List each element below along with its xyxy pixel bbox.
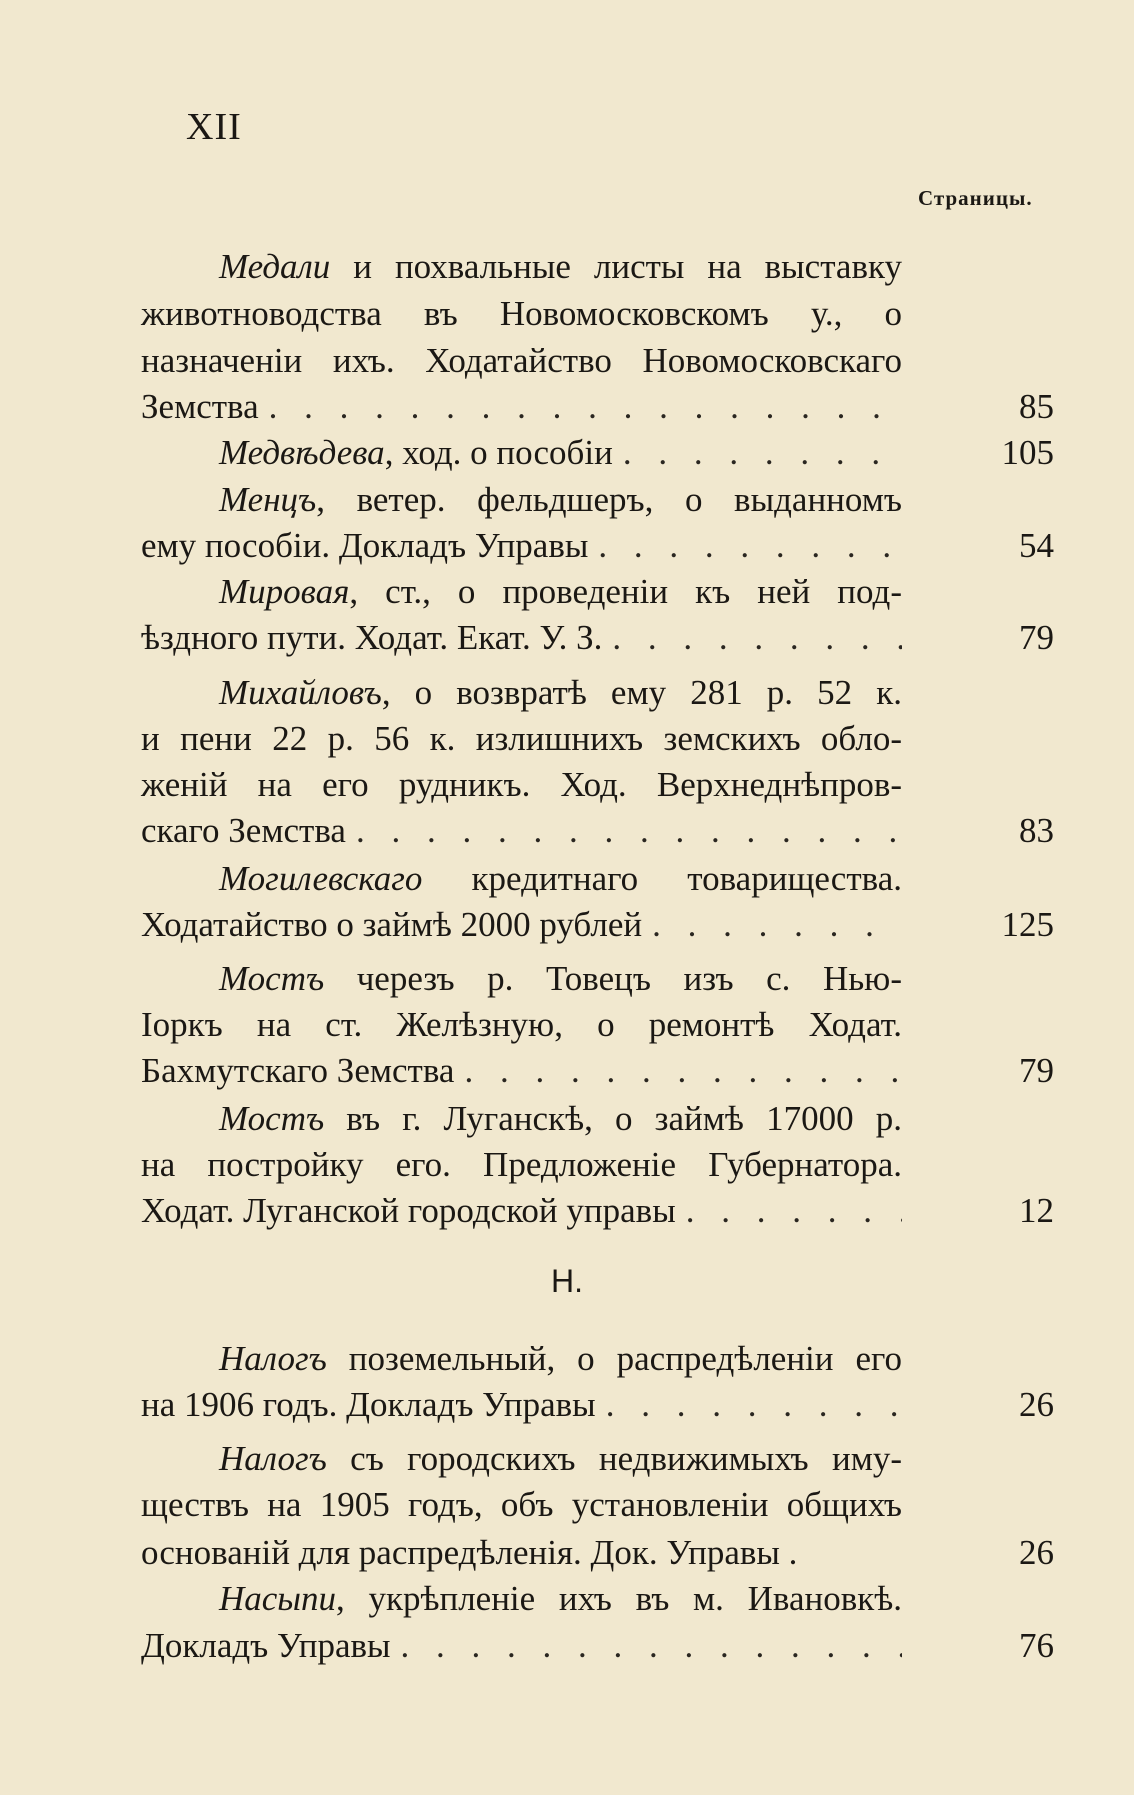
entry-page-number: 26 [1019,1385,1054,1424]
entry-keyword: Михайловъ [219,673,382,712]
entry-page-number: 76 [1019,1626,1054,1665]
dot-leader [464,1048,902,1094]
entry-keyword: Мостъ [219,959,325,998]
entry-text: въ г. Луганскѣ, о займѣ 17000 р. [324,1099,902,1138]
dot-leader [623,430,902,476]
entry-page-number: 85 [1019,387,1054,426]
entry-text: , ветер. фельдшеръ, о выданномъ [316,480,902,519]
dot-leader [598,523,902,569]
entry-page-number: 125 [1001,905,1054,944]
entry-text: поземельный, о распредѣленiи его [326,1339,902,1378]
entry-keyword: Налогъ [219,1339,327,1378]
index-entry-line [219,244,902,290]
index-entry-line [219,1336,902,1382]
entry-keyword: Медали [219,247,331,286]
entry-keyword: Насыпи [219,1579,337,1618]
index-entry-line [219,856,902,902]
index-entry-line: и пени 22 р. 56 к. излишнихъ земскихъ обло- [141,719,902,758]
entry-page-number: 79 [1019,618,1054,657]
entry-text: скаго Земства [141,811,346,850]
index-entry-line: ществъ на 1905 годъ, объ установленiи общихъ [141,1485,902,1524]
index-entry-line [219,477,902,523]
index-entry-line [141,1623,902,1669]
index-entry-line [219,430,902,476]
entry-text: Ходат. Луганской городской управы [141,1191,676,1230]
index-entry-line: основанiй для распредѣленiя. Док. Управы . [141,1533,798,1572]
entry-page-number: 54 [1019,526,1054,565]
index-entry-line [141,902,902,948]
index-entry-line: животноводства въ Новомосковскомъ у., о [141,294,902,333]
entry-text: ѣздного пути. Ходат. Екат. У. З. [141,618,603,657]
entry-text: Докладъ Управы [141,1626,391,1665]
index-entry-line [141,808,902,854]
index-entry-line: назначенiи ихъ. Ходатайство Новомосковскаго [141,341,902,380]
entry-text: Земства [141,387,259,426]
index-entry-line: на постройку его. Предложенiе Губернатора. [141,1145,902,1184]
section-letter: Н. [551,1263,583,1299]
entry-page-number: 83 [1019,811,1054,850]
entry-page-number: 105 [1001,433,1054,472]
index-entry-line [219,1576,902,1622]
entry-text: , ход. о пособiи [384,433,613,472]
entry-text: кредитнаго товарищества. [422,859,902,898]
entry-text: черезъ р. Товецъ изъ с. Нью- [324,959,902,998]
entry-keyword: Менцъ [219,480,317,519]
entry-keyword: Мировая [219,572,350,611]
entry-text: Бахмутскаго Земства [141,1051,455,1090]
dot-leader [606,1382,902,1428]
index-entry-line [141,1188,902,1234]
index-entry-line [219,569,902,615]
index-entry-line [219,1436,902,1482]
index-entry-line [141,1048,902,1094]
entry-text: и похвальные листы на выставку [330,247,902,286]
index-entry-line [141,384,902,430]
entry-text: , укрѣпленiе ихъ въ м. Ивановкѣ. [336,1579,902,1618]
entry-text [219,430,613,476]
index-entry-line [141,523,902,569]
entry-page-number: 12 [1019,1191,1054,1230]
dot-leader [356,808,902,854]
dot-leader [401,1623,902,1669]
dot-leader [269,384,902,430]
dot-leader [686,1188,902,1234]
entry-page-number: 79 [1019,1051,1054,1090]
page-number: XII [186,106,242,148]
entry-text: на 1906 годъ. Докладъ Управы [141,1385,596,1424]
column-header-pages: Страницы. [918,186,1033,210]
entry-text: , о возвратѣ ему 281 р. 52 к. [381,673,902,712]
entry-text: Ходатайство о займѣ 2000 рублей [141,905,643,944]
entry-page-number: 26 [1019,1533,1054,1572]
dot-leader [652,902,902,948]
entry-keyword: Мостъ [219,1099,325,1138]
dot-leader [612,615,902,661]
index-entry-line [141,1382,902,1428]
entry-keyword: Медвѣдева [219,433,385,472]
index-entry-line: Iоркъ на ст. Желѣзную, о ремонтѣ Ходат. [141,1005,902,1044]
entry-keyword: Налогъ [219,1439,327,1478]
index-entry-line [219,670,902,716]
entry-keyword: Могилевскаго [219,859,423,898]
index-entry-line [219,1096,902,1142]
entry-text: съ городскихъ недвижимыхъ иму- [326,1439,902,1478]
index-entry-line [141,615,902,661]
index-entry-line: женiй на его рудникъ. Ход. Верхнеднѣпров- [141,765,902,804]
entry-text: , ст., о проведенiи къ ней под- [349,572,902,611]
entry-text: ему пособiи. Докладъ Управы [141,526,589,565]
index-entry-line [219,956,902,1002]
